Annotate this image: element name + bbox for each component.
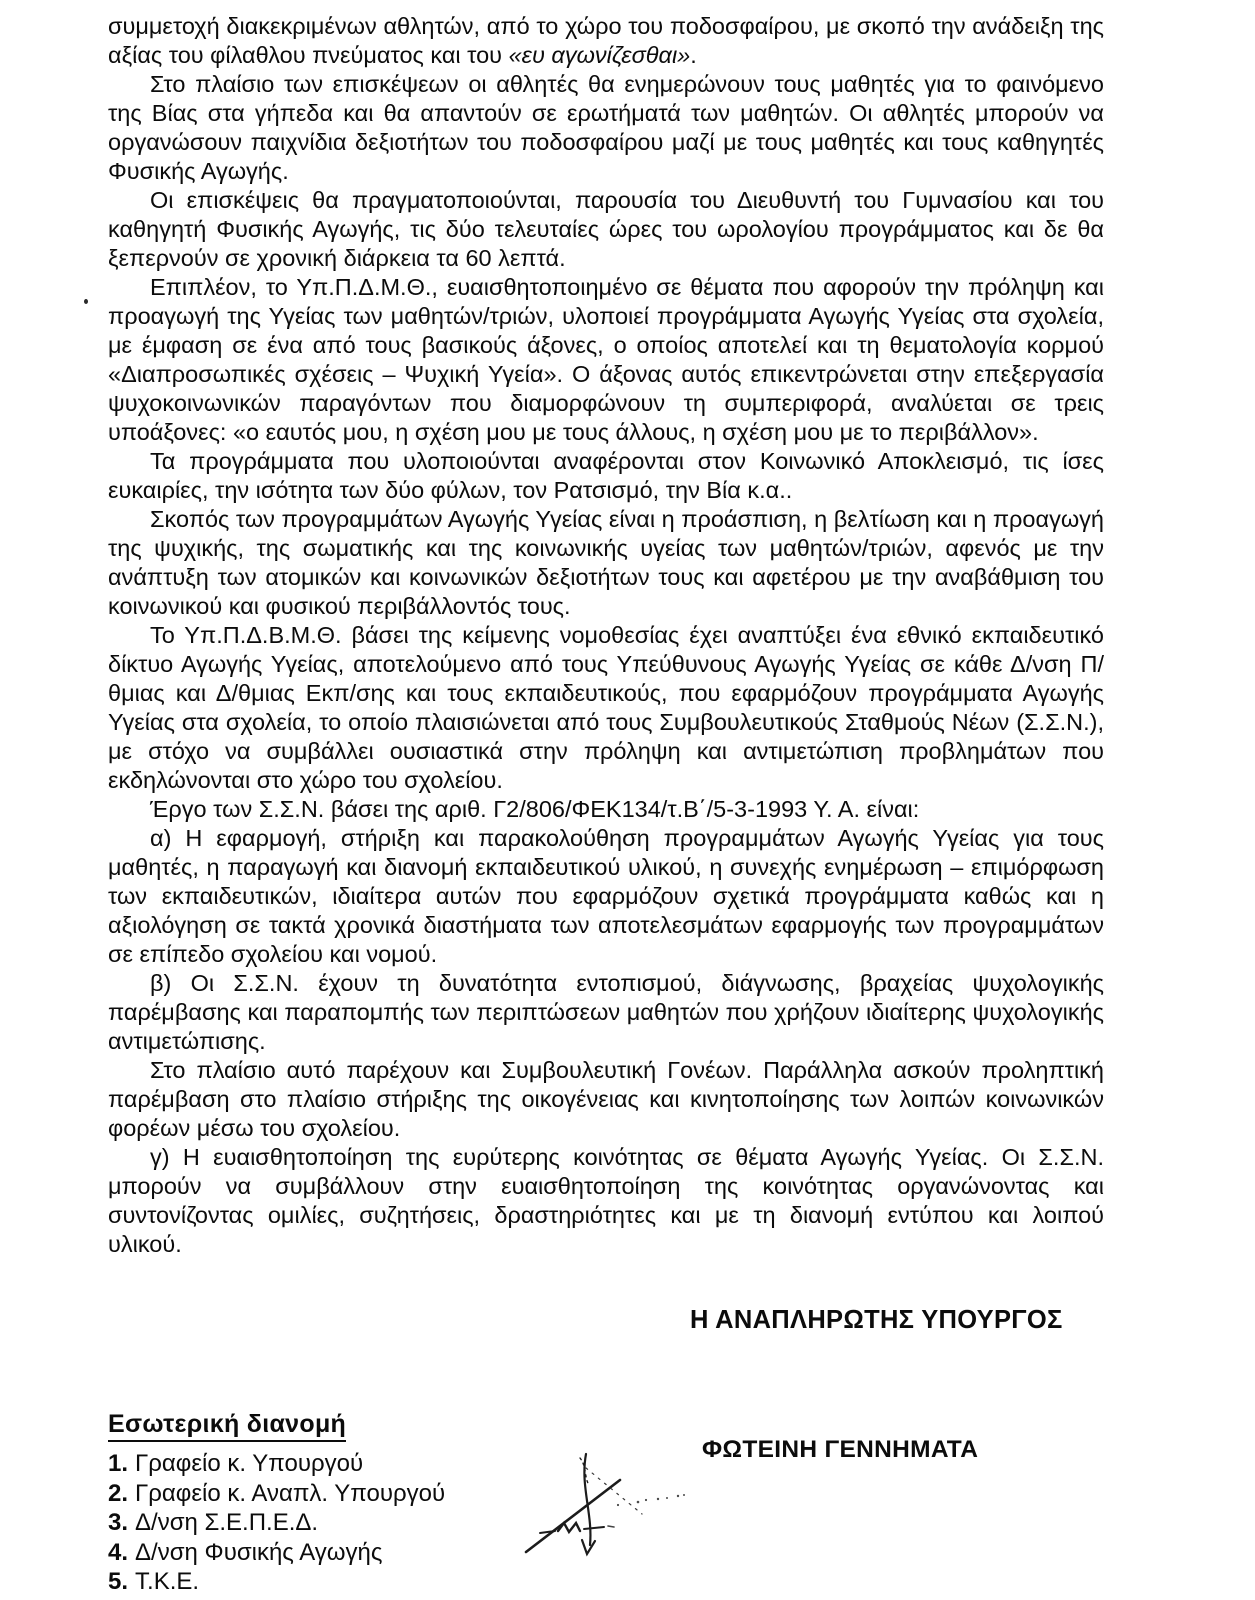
distribution-heading: Εσωτερική διανομή [108, 1410, 346, 1442]
intro-quote-italic: «ευ αγωνίζεσθαι» [508, 42, 691, 68]
paragraph: Στο πλαίσιο των επισκέψεων οι αθλητές θα ενημερώνουν τους μαθητές για το φαινόμενο της Βίας στα γήπεδα και θα απαντούν σε ερωτήματά των μαθητών. Οι αθλητές μπορούν να οργανώσουν παιχνίδια δεξιοτήτων του ποδοσφαίρου μαζί με τους μαθητές και τους καθηγητές Φυσικής Αγωγής. [108, 71, 1104, 184]
item-number: 5. [108, 1568, 129, 1595]
paragraph: Τα προγράμματα που υλοποιούνται αναφέρονται στον Κοινωνικό Αποκλεισμό, τις ίσες ευκαιρίες, την ισότητα των δύο φύλων, τον Ρατσισμό, την Βία κ.α.. [108, 448, 1104, 503]
paragraph: Στο πλαίσιο αυτό παρέχουν και Συμβουλευτική Γονέων. Παράλληλα ασκούν προληπτική παρέμβαση στο πλαίσιο στήριξης της οικογένειας και κινητοποίησης των λοιπών κοινωνικών φορέων μέσω του σχολείου. [108, 1057, 1104, 1141]
item-label: Δ/νση Σ.Ε.Π.Ε.Δ. [135, 1509, 319, 1536]
distribution-item [108, 1479, 445, 1509]
paragraph-intro [108, 12, 1104, 70]
minister-title: Η ΑΝΑΠΛΗΡΩΤΗΣ ΥΠΟΥΡΓΟΣ [690, 1306, 1063, 1334]
item-label: Γραφείο κ. Υπουργού [135, 1450, 364, 1477]
paragraph: γ) Η ευαισθητοποίηση της ευρύτερης κοινότητας σε θέματα Αγωγής Υγείας. Οι Σ.Σ.Ν. μπορούν να συμβάλλουν στην ευαισθητοποίηση της κοινότητας οργανώνοντας και συντονίζοντας ομιλίες, συζητήσεις, δραστηριότητες και με τη διανομή εντύπου και λοιπού υλικού. [108, 1144, 1104, 1257]
minister-name: ΦΩΤΕΙΝΗ ΓΕΝΝΗΜΑΤΑ [702, 1436, 979, 1463]
scan-artifact-dot [84, 299, 88, 304]
paragraph: α) Η εφαρμογή, στήριξη και παρακολούθηση προγραμμάτων Αγωγής Υγείας για τους μαθητές, η παραγωγή και διανομή εκπαιδευτικού υλικού, η συνεχής ενημέρωση – επιμόρφωση των εκπαιδευτικών, ιδιαίτερα αυτών που εφαρμόζουν σχετικά προγράμματα καθώς και η αξιολόγηση σε τακτά χρονικά διαστήματα των αποτελεσμάτων εφαρμογής των προγραμμάτων σε επίπεδο σχολείου και νομού. [108, 825, 1104, 967]
distribution-item [108, 1538, 445, 1568]
distribution-item [108, 1508, 445, 1538]
paragraph: Οι επισκέψεις θα πραγματοποιούνται, παρουσία του Διευθυντή του Γυμνασίου και του καθηγητή Φυσικής Αγωγής, τις δύο τελευταίες ώρες του ωρολογίου προγράμματος και δε θα ξεπερνούν σε χρονική διάρκεια τα 60 λεπτά. [108, 187, 1104, 271]
item-number: 4. [108, 1538, 129, 1566]
item-number: 1. [108, 1450, 129, 1477]
distribution-item [108, 1567, 445, 1597]
item-label: Τ.Κ.Ε. [135, 1568, 200, 1595]
paragraph: Το Υπ.Π.Δ.Β.Μ.Θ. βάσει της κείμενης νομοθεσίας έχει αναπτύξει ένα εθνικό εκπαιδευτικό δίκτυο Αγωγής Υγείας, αποτελούμενο από τους Υπεύθυνους Αγωγής Υγείας σε κάθε Δ/νση Π/θμιας και Δ/θμιας Εκπ/σης και τους εκπαιδευτικούς, που εφαρμόζουν προγράμματα Αγωγής Υγείας στα σχολεία, το οποίο πλαισιώνεται από τους Συμβουλευτικούς Σταθμούς Νέων (Σ.Σ.Ν.), με στόχο να συμβάλλει ουσιαστικά στην πρόληψη και αντιμετώπιση προβλημάτων που εκδηλώνονται στο χώρο του σχολείου. [108, 622, 1104, 793]
internal-distribution [108, 1410, 445, 1597]
paragraph: Έργο των Σ.Σ.Ν. βάσει της αριθ. Γ2/806/ΦΕΚ134/τ.Β΄/5-3-1993 Υ. Α. είναι: [150, 796, 920, 822]
paragraph: Σκοπός των προγραμμάτων Αγωγής Υγείας είναι η προάσπιση, η βελτίωση και η προαγωγή της ψυχικής, της σωματικής και της κοινωνικής υγείας των μαθητών/τριών, αφενός με την ανάπτυξη των ατομικών και κοινωνικών δεξιοτήτων τους και αφετέρου με την αναβάθμιση του κοινωνικού και φυσικού περιβάλλοντός τους. [108, 506, 1104, 619]
distribution-item [108, 1449, 445, 1479]
signature-scribble-icon [520, 1448, 720, 1560]
paragraph: β) Οι Σ.Σ.Ν. έχουν τη δυνατότητα εντοπισμού, διάγνωσης, βραχείας ψυχολογικής παρέμβασης και παραπομπής των περιπτώσεων μαθητών που χρήζουν ιδιαίτερης ψυχολογικής αντιμετώπισης. [108, 970, 1104, 1054]
item-label: Γραφείο κ. Αναπλ. Υπουργού [135, 1479, 446, 1507]
item-number: 3. [108, 1509, 129, 1536]
intro-period: . [690, 42, 697, 68]
item-number: 2. [108, 1479, 129, 1507]
intro-text: συμμετοχή διακεκριμένων αθλητών, από το χώρο του ποδοσφαίρου, με σκοπό την ανάδειξη της αξίας του φίλαθλου πνεύματος και του [108, 13, 1104, 68]
document-body [108, 12, 1104, 1259]
item-label: Δ/νση Φυσικής Αγωγής [135, 1538, 383, 1566]
paragraph: Επιπλέον, το Υπ.Π.Δ.Μ.Θ., ευαισθητοποιημένο σε θέματα που αφορούν την πρόληψη και προαγωγή της Υγείας των μαθητών/τριών, υλοποιεί προγράμματα Αγωγής Υγείας στα σχολεία, με έμφαση σε ένα από τους βασικούς άξονες, ο οποίος αποτελεί και τη θεματολογία κορμού «Διαπροσωπικές σχέσεις – Ψυχική Υγεία». Ο άξονας αυτός επικεντρώνεται στην επεξεργασία ψυχοκοινωνικών παραγόντων που διαμορφώνουν τη συμπεριφορά, αναλύεται σε τρεις υποάξονες: «ο εαυτός μου, η σχέση μου με τους άλλους, η σχέση μου με το περιβάλλον». [108, 274, 1104, 445]
